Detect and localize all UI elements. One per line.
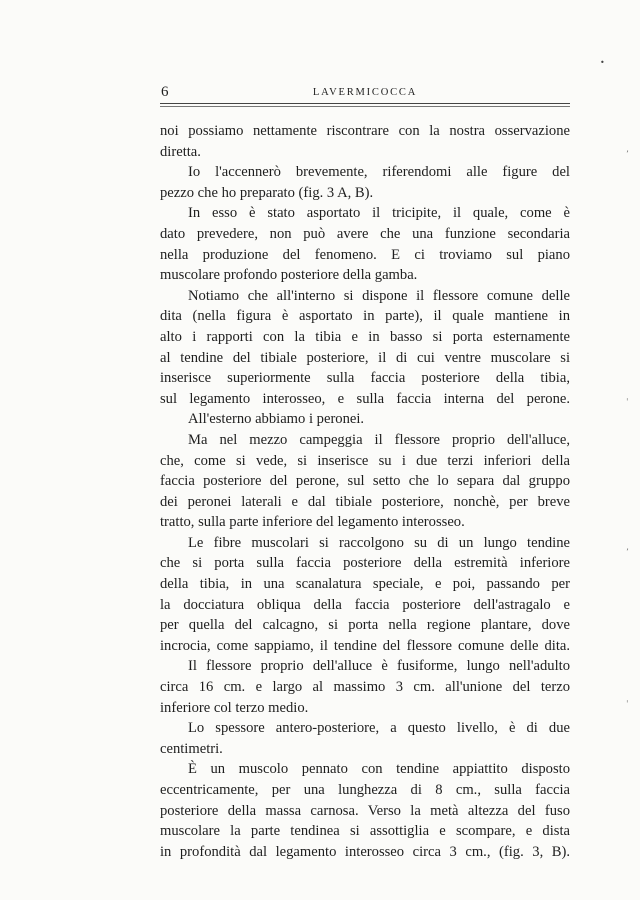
- text-line: eccentricamente, per una lunghezza di 8 cm., sulla faccia: [160, 782, 570, 798]
- text-line: Il flessore proprio dell'alluce è fusiforme, lungo nell'adulto: [188, 658, 570, 675]
- edge-mark: ˈ: [626, 700, 629, 710]
- running-title: LAVERMICOCCA: [312, 87, 418, 98]
- text-line: Io l'accennerò brevemente, riferendomi alle figure del: [188, 164, 570, 181]
- text-line: che si porta sulla faccia posteriore della estremità inferiore: [160, 555, 570, 572]
- text-line: nella produzione del fenomeno. E ci troviamo sul piano: [160, 246, 570, 263]
- edge-mark: ˈ: [626, 398, 629, 408]
- text-line: È un muscolo pennato con tendine appiattito disposto: [188, 761, 570, 778]
- text-line: circa 16 cm. e largo al massimo 3 cm. all'unione del terzo: [160, 679, 570, 696]
- header-rule-bottom: [160, 106, 570, 107]
- text-line: In esso è stato asportato il tricipite, il quale, come è: [188, 205, 570, 222]
- text-line: della tibia, in una scanalatura speciale, e poi, passando per: [160, 576, 570, 593]
- text-line: Lo spessore antero-posteriore, a questo livello, è di due: [188, 720, 570, 737]
- text-line: muscolare la parte tendinea si assottiglia e scompare, e dista: [160, 823, 570, 840]
- edge-mark: •: [600, 58, 605, 67]
- text-line: alto i rapporti con la tibia e in basso si porta esternamente: [160, 328, 570, 345]
- edge-mark: ’: [626, 150, 629, 160]
- text-line: in profondità dal legamento interosseo circa 3 cm., (fig. 3, B).: [160, 843, 570, 860]
- text-line: pezzo che ho preparato (fig. 3 A, B).: [160, 184, 374, 201]
- text-line: diretta.: [160, 143, 201, 160]
- text-line: centimetri.: [160, 740, 223, 757]
- text-line: inserisce superiormente sulla faccia posteriore della tibia,: [160, 370, 570, 387]
- text-line: dato prevedere, non può avere che una funzione secondaria: [160, 225, 570, 242]
- text-line: dei peronei laterali e dal tibiale posteriore, nonchè, per breve: [160, 493, 570, 510]
- text-line: sul legamento interosseo, e sulla faccia interna del perone.: [160, 390, 570, 407]
- page-header: [160, 84, 570, 100]
- body-text: [160, 121, 570, 862]
- text-line: posteriore della massa carnosa. Verso la metà altezza del fuso: [160, 802, 570, 819]
- text-line: inferiore col terzo medio.: [160, 699, 309, 716]
- text-line: incrocia, come sappiamo, il tendine del flessore comune delle dita.: [160, 637, 570, 654]
- text-line: All'esterno abbiamo i peronei.: [188, 411, 365, 428]
- text-line: la docciatura obliqua della faccia posteriore dell'astragalo e: [160, 596, 570, 613]
- page-number: 6: [161, 84, 169, 100]
- text-line: che, come si vede, si inserisce su i due terzi inferiori della: [160, 452, 570, 469]
- text-line: faccia posteriore del perone, sul setto che lo separa dal gruppo: [160, 473, 570, 490]
- text-line: dita (nella figura è asportato in parte), il quale mantiene in: [160, 308, 570, 325]
- text-line: Le fibre muscolari si raccolgono su di un lungo tendine: [188, 534, 570, 551]
- text-line: Notiamo che all'interno si dispone il flessore comune delle: [188, 287, 570, 304]
- text-line: noi possiamo nettamente riscontrare con la nostra osservazione: [160, 123, 570, 139]
- header-rule-top: [160, 103, 570, 104]
- text-line: muscolare profondo posteriore della gamba.: [160, 267, 418, 284]
- edge-mark: ’: [626, 548, 629, 558]
- text-line: tratto, sulla parte inferiore del legamento interosseo.: [160, 514, 465, 531]
- text-line: al tendine del tibiale posteriore, il di cui ventre muscolare si: [160, 349, 570, 366]
- text-line: per quella del calcagno, si porta nella regione plantare, dove: [160, 617, 570, 634]
- text-line: Ma nel mezzo campeggia il flessore proprio dell'alluce,: [188, 431, 570, 448]
